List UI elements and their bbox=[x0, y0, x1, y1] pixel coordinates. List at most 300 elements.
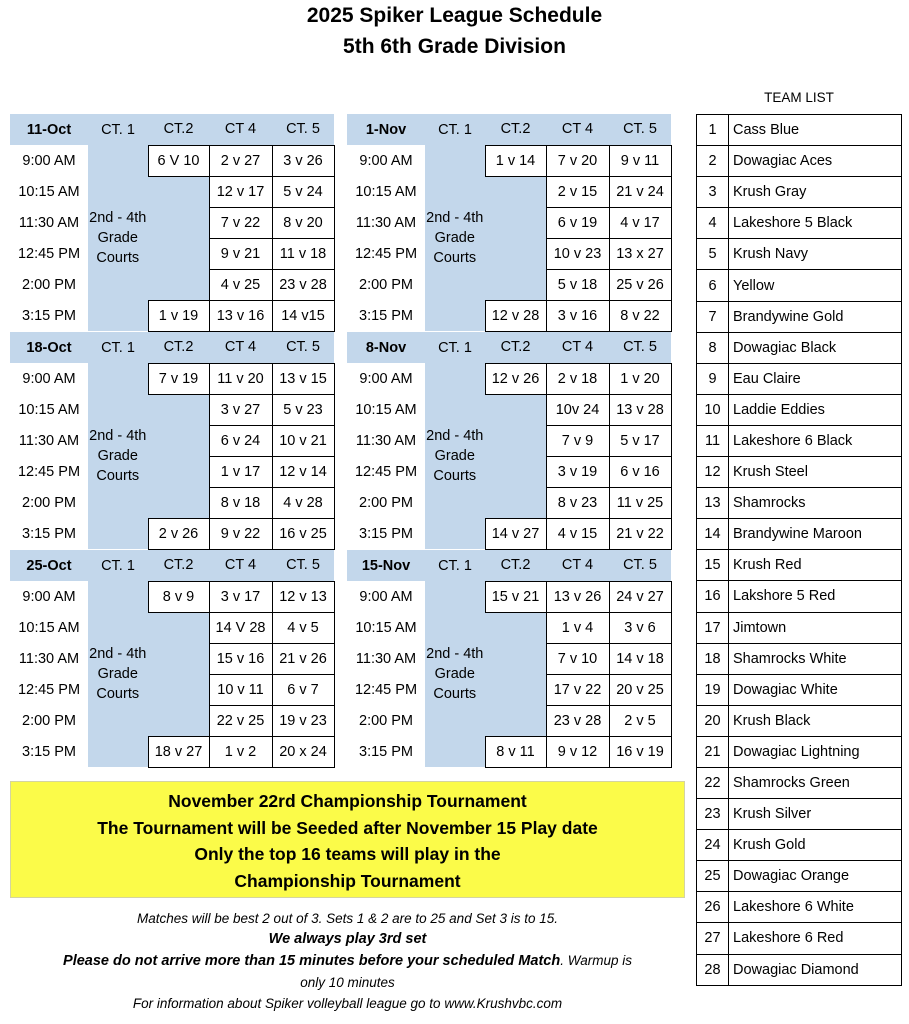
time-label: 9:00 AM bbox=[347, 145, 425, 176]
game-cell: 8 v 18 bbox=[209, 487, 272, 518]
schedule-date: 1-Nov bbox=[347, 114, 425, 145]
schedule-date: 18-Oct bbox=[10, 332, 88, 363]
time-label: 2:00 PM bbox=[347, 269, 425, 300]
time-slot-row bbox=[347, 238, 671, 269]
championship-banner bbox=[10, 781, 685, 898]
court-header: CT. 5 bbox=[272, 114, 334, 145]
empty-cell bbox=[148, 643, 209, 674]
game-cell: 24 v 27 bbox=[609, 581, 671, 612]
game-cell: 13 v 15 bbox=[272, 363, 334, 394]
team-number: 22 bbox=[697, 767, 729, 798]
time-label: 11:30 AM bbox=[347, 207, 425, 238]
team-name: Jimtown bbox=[729, 612, 902, 643]
game-cell: 1 v 2 bbox=[209, 736, 272, 767]
game-cell: 16 v 25 bbox=[272, 518, 334, 549]
time-label: 3:15 PM bbox=[347, 736, 425, 767]
court1-note-line: Grade bbox=[434, 666, 475, 682]
team-name: Krush Steel bbox=[729, 457, 902, 488]
team-name: Krush Gold bbox=[729, 830, 902, 861]
game-cell: 10 v 11 bbox=[209, 674, 272, 705]
game-cell: 14 v 18 bbox=[609, 643, 671, 674]
time-label: 9:00 AM bbox=[347, 581, 425, 612]
time-label: 10:15 AM bbox=[347, 394, 425, 425]
team-name: Lakshore 5 Red bbox=[729, 581, 902, 612]
game-cell: 9 v 22 bbox=[209, 518, 272, 549]
time-label: 3:15 PM bbox=[10, 300, 88, 331]
team-row bbox=[697, 830, 902, 861]
court-header: CT 4 bbox=[546, 114, 609, 145]
time-slot-row bbox=[10, 581, 334, 612]
team-row bbox=[697, 208, 902, 239]
court-header: CT. 5 bbox=[609, 332, 671, 363]
team-row bbox=[697, 674, 902, 705]
schedule-block-15-Nov bbox=[347, 550, 671, 768]
game-cell: 4 v 15 bbox=[546, 518, 609, 549]
footer-third-set: We always play 3rd set bbox=[268, 931, 427, 947]
time-label: 9:00 AM bbox=[10, 581, 88, 612]
team-name: Krush Navy bbox=[729, 239, 902, 270]
time-slot-row bbox=[10, 269, 334, 300]
team-row bbox=[697, 488, 902, 519]
court-header: CT. 1 bbox=[425, 114, 485, 145]
game-cell: 20 v 25 bbox=[609, 674, 671, 705]
banner-line: November 22rd Championship Tournament bbox=[168, 791, 527, 811]
game-cell: 14 v 27 bbox=[485, 518, 546, 549]
time-label: 10:15 AM bbox=[347, 612, 425, 643]
empty-cell bbox=[148, 612, 209, 643]
time-slot-row bbox=[347, 612, 671, 643]
team-number: 4 bbox=[697, 208, 729, 239]
time-slot-row bbox=[347, 394, 671, 425]
court1-note bbox=[88, 581, 148, 767]
game-cell: 7 v 22 bbox=[209, 207, 272, 238]
team-row bbox=[697, 301, 902, 332]
footer-arrival-note bbox=[10, 950, 685, 972]
game-cell: 10 v 23 bbox=[546, 238, 609, 269]
game-cell: 25 v 26 bbox=[609, 269, 671, 300]
time-label: 12:45 PM bbox=[347, 238, 425, 269]
team-number: 18 bbox=[697, 643, 729, 674]
empty-cell bbox=[148, 238, 209, 269]
page-subtitle: 5th 6th Grade Division bbox=[343, 35, 566, 58]
empty-cell bbox=[485, 643, 546, 674]
court-header: CT. 5 bbox=[272, 332, 334, 363]
time-label: 11:30 AM bbox=[10, 425, 88, 456]
empty-cell bbox=[148, 487, 209, 518]
team-number: 27 bbox=[697, 923, 729, 954]
game-cell: 10 v 21 bbox=[272, 425, 334, 456]
court-header: CT 4 bbox=[546, 332, 609, 363]
game-cell: 4 v 25 bbox=[209, 269, 272, 300]
court1-note bbox=[425, 581, 485, 767]
team-number: 2 bbox=[697, 146, 729, 177]
time-slot-row bbox=[10, 300, 334, 331]
team-row bbox=[697, 115, 902, 146]
team-number: 25 bbox=[697, 861, 729, 892]
court1-note-line: Courts bbox=[96, 250, 140, 266]
schedule-block-25-Oct bbox=[10, 550, 334, 768]
schedule-header-row bbox=[10, 114, 334, 145]
game-cell: 1 v 4 bbox=[546, 612, 609, 643]
time-label: 10:15 AM bbox=[10, 176, 88, 207]
time-slot-row bbox=[347, 581, 671, 612]
team-row bbox=[697, 363, 902, 394]
time-label: 11:30 AM bbox=[10, 643, 88, 674]
team-number: 10 bbox=[697, 394, 729, 425]
court-header: CT. 1 bbox=[88, 114, 148, 145]
court1-note-line: Grade bbox=[434, 230, 475, 246]
game-cell: 7 v 9 bbox=[546, 425, 609, 456]
game-cell: 6 v 24 bbox=[209, 425, 272, 456]
time-slot-row bbox=[10, 207, 334, 238]
court1-note-line: 2nd - 4th bbox=[89, 210, 147, 226]
team-name: Dowagiac White bbox=[729, 674, 902, 705]
time-slot-row bbox=[10, 176, 334, 207]
empty-cell bbox=[148, 456, 209, 487]
time-slot-row bbox=[10, 145, 334, 176]
game-cell: 18 v 27 bbox=[148, 736, 209, 767]
game-cell: 12 v 26 bbox=[485, 363, 546, 394]
team-name: Dowagiac Orange bbox=[729, 861, 902, 892]
schedule-header-row bbox=[10, 332, 334, 363]
team-row bbox=[697, 954, 902, 985]
time-slot-row bbox=[10, 456, 334, 487]
court1-note-line: Courts bbox=[433, 686, 477, 702]
game-cell: 7 v 10 bbox=[546, 643, 609, 674]
game-cell: 22 v 25 bbox=[209, 705, 272, 736]
team-name: Brandywine Gold bbox=[729, 301, 902, 332]
team-row bbox=[697, 425, 902, 456]
game-cell: 8 v 9 bbox=[148, 581, 209, 612]
team-name: Krush Black bbox=[729, 705, 902, 736]
game-cell: 23 v 28 bbox=[272, 269, 334, 300]
time-slot-row bbox=[347, 176, 671, 207]
team-number: 19 bbox=[697, 674, 729, 705]
time-slot-row bbox=[347, 487, 671, 518]
court-header: CT. 1 bbox=[425, 332, 485, 363]
team-row bbox=[697, 643, 902, 674]
court-header: CT. 1 bbox=[88, 550, 148, 581]
court-header: CT 4 bbox=[546, 550, 609, 581]
time-label: 12:45 PM bbox=[347, 674, 425, 705]
game-cell: 8 v 22 bbox=[609, 300, 671, 331]
schedule-block-1-Nov bbox=[347, 114, 671, 332]
team-name: Shamrocks White bbox=[729, 643, 902, 674]
team-number: 1 bbox=[697, 115, 729, 146]
court1-note-line: Courts bbox=[96, 686, 140, 702]
team-number: 7 bbox=[697, 301, 729, 332]
team-row bbox=[697, 146, 902, 177]
game-cell: 1 v 14 bbox=[485, 145, 546, 176]
team-number: 28 bbox=[697, 954, 729, 985]
time-slot-row bbox=[347, 363, 671, 394]
team-row bbox=[697, 581, 902, 612]
game-cell: 2 v 27 bbox=[209, 145, 272, 176]
game-cell: 13 v 26 bbox=[546, 581, 609, 612]
schedule-block-11-Oct bbox=[10, 114, 334, 332]
time-label: 10:15 AM bbox=[10, 394, 88, 425]
game-cell: 2 v 18 bbox=[546, 363, 609, 394]
time-label: 12:45 PM bbox=[10, 456, 88, 487]
team-name: Shamrocks Green bbox=[729, 767, 902, 798]
schedule-table bbox=[10, 114, 335, 332]
game-cell: 9 v 21 bbox=[209, 238, 272, 269]
empty-cell bbox=[148, 425, 209, 456]
team-name: Brandywine Maroon bbox=[729, 519, 902, 550]
empty-cell bbox=[148, 269, 209, 300]
time-slot-row bbox=[10, 612, 334, 643]
game-cell: 14 v15 bbox=[272, 300, 334, 331]
schedule-header-row bbox=[347, 332, 671, 363]
team-name: Lakeshore 6 Red bbox=[729, 923, 902, 954]
court-header: CT.2 bbox=[485, 114, 546, 145]
team-row bbox=[697, 239, 902, 270]
game-cell: 13 v 28 bbox=[609, 394, 671, 425]
time-label: 12:45 PM bbox=[10, 674, 88, 705]
schedule-header-row bbox=[347, 114, 671, 145]
time-slot-row bbox=[347, 425, 671, 456]
game-cell: 21 v 24 bbox=[609, 176, 671, 207]
game-cell: 6 v 16 bbox=[609, 456, 671, 487]
empty-cell bbox=[148, 176, 209, 207]
empty-cell bbox=[485, 238, 546, 269]
game-cell: 3 v 17 bbox=[209, 581, 272, 612]
time-label: 3:15 PM bbox=[347, 300, 425, 331]
empty-cell bbox=[485, 207, 546, 238]
team-number: 26 bbox=[697, 892, 729, 923]
time-slot-row bbox=[10, 394, 334, 425]
team-name: Krush Gray bbox=[729, 177, 902, 208]
team-list-table bbox=[696, 114, 902, 986]
team-name: Lakeshore 6 Black bbox=[729, 425, 902, 456]
footer-match-format: Matches will be best 2 out of 3. Sets 1 & 2 are to 25 and Set 3 is to 15. bbox=[137, 911, 558, 926]
team-name: Lakeshore 6 White bbox=[729, 892, 902, 923]
game-cell: 4 v 28 bbox=[272, 487, 334, 518]
game-cell: 12 v 13 bbox=[272, 581, 334, 612]
team-number: 8 bbox=[697, 332, 729, 363]
game-cell: 9 v 11 bbox=[609, 145, 671, 176]
game-cell: 2 v 26 bbox=[148, 518, 209, 549]
game-cell: 8 v 20 bbox=[272, 207, 334, 238]
schedule-date: 8-Nov bbox=[347, 332, 425, 363]
court1-note-line: Courts bbox=[433, 468, 477, 484]
court1-note-line: Courts bbox=[96, 468, 140, 484]
schedule-table bbox=[10, 550, 335, 768]
court1-note bbox=[88, 145, 148, 331]
time-label: 11:30 AM bbox=[347, 425, 425, 456]
team-name: Cass Blue bbox=[729, 115, 902, 146]
footer-info: For information about Spiker volleyball league go to www.Krushvbc.com bbox=[132, 996, 563, 1011]
game-cell: 2 v 15 bbox=[546, 176, 609, 207]
team-number: 16 bbox=[697, 581, 729, 612]
team-name: Laddie Eddies bbox=[729, 394, 902, 425]
game-cell: 3 v 16 bbox=[546, 300, 609, 331]
team-number: 14 bbox=[697, 519, 729, 550]
game-cell: 16 v 19 bbox=[609, 736, 671, 767]
team-number: 6 bbox=[697, 270, 729, 301]
team-list-title: TEAM LIST bbox=[764, 90, 834, 105]
court1-note bbox=[425, 145, 485, 331]
game-cell: 20 x 24 bbox=[272, 736, 334, 767]
schedule-date: 11-Oct bbox=[10, 114, 88, 145]
time-label: 2:00 PM bbox=[347, 487, 425, 518]
time-label: 9:00 AM bbox=[10, 145, 88, 176]
team-name: Dowagiac Aces bbox=[729, 146, 902, 177]
time-slot-row bbox=[347, 456, 671, 487]
game-cell: 11 v 18 bbox=[272, 238, 334, 269]
game-cell: 14 V 28 bbox=[209, 612, 272, 643]
team-number: 20 bbox=[697, 705, 729, 736]
court-header: CT. 1 bbox=[88, 332, 148, 363]
game-cell: 8 v 23 bbox=[546, 487, 609, 518]
game-cell: 11 v 20 bbox=[209, 363, 272, 394]
team-number: 11 bbox=[697, 425, 729, 456]
team-number: 3 bbox=[697, 177, 729, 208]
empty-cell bbox=[485, 269, 546, 300]
game-cell: 5 v 18 bbox=[546, 269, 609, 300]
time-label: 3:15 PM bbox=[347, 518, 425, 549]
team-name: Shamrocks bbox=[729, 488, 902, 519]
time-slot-row bbox=[347, 643, 671, 674]
team-name: Yellow bbox=[729, 270, 902, 301]
court1-note-line: Grade bbox=[97, 230, 138, 246]
game-cell: 19 v 23 bbox=[272, 705, 334, 736]
schedule-table bbox=[10, 332, 335, 550]
court1-note-line: 2nd - 4th bbox=[89, 428, 147, 444]
schedule-table bbox=[347, 114, 672, 332]
team-row bbox=[697, 550, 902, 581]
game-cell: 8 v 11 bbox=[485, 736, 546, 767]
time-label: 3:15 PM bbox=[10, 518, 88, 549]
game-cell: 1 v 17 bbox=[209, 456, 272, 487]
game-cell: 1 v 19 bbox=[148, 300, 209, 331]
team-number: 21 bbox=[697, 736, 729, 767]
team-row bbox=[697, 270, 902, 301]
time-slot-row bbox=[347, 269, 671, 300]
time-slot-row bbox=[10, 238, 334, 269]
page-title: 2025 Spiker League Schedule bbox=[306, 4, 603, 27]
court-header: CT. 5 bbox=[609, 114, 671, 145]
team-number: 12 bbox=[697, 457, 729, 488]
game-cell: 1 v 20 bbox=[609, 363, 671, 394]
team-number: 24 bbox=[697, 830, 729, 861]
team-row bbox=[697, 519, 902, 550]
empty-cell bbox=[485, 674, 546, 705]
team-row bbox=[697, 612, 902, 643]
empty-cell bbox=[485, 425, 546, 456]
schedule-block-18-Oct bbox=[10, 332, 334, 550]
time-slot-row bbox=[10, 518, 334, 549]
court-header: CT 4 bbox=[209, 332, 272, 363]
team-name: Dowagiac Diamond bbox=[729, 954, 902, 985]
time-label: 9:00 AM bbox=[347, 363, 425, 394]
game-cell: 6 v 19 bbox=[546, 207, 609, 238]
game-cell: 17 v 22 bbox=[546, 674, 609, 705]
team-row bbox=[697, 394, 902, 425]
time-label: 9:00 AM bbox=[10, 363, 88, 394]
time-label: 10:15 AM bbox=[10, 612, 88, 643]
schedule-header-row bbox=[347, 550, 671, 581]
court1-note-line: 2nd - 4th bbox=[426, 428, 484, 444]
game-cell: 15 v 21 bbox=[485, 581, 546, 612]
footer-warmup: only 10 minutes bbox=[300, 975, 395, 990]
team-row bbox=[697, 861, 902, 892]
time-slot-row bbox=[347, 674, 671, 705]
team-row bbox=[697, 457, 902, 488]
game-cell: 6 v 7 bbox=[272, 674, 334, 705]
court1-note bbox=[425, 363, 485, 549]
team-name: Dowagiac Black bbox=[729, 332, 902, 363]
time-label: 11:30 AM bbox=[10, 207, 88, 238]
footer-arrival-rest: . Warmup is bbox=[560, 953, 632, 968]
game-cell: 12 v 14 bbox=[272, 456, 334, 487]
game-cell: 5 v 24 bbox=[272, 176, 334, 207]
empty-cell bbox=[485, 456, 546, 487]
game-cell: 15 v 16 bbox=[209, 643, 272, 674]
game-cell: 13 v 16 bbox=[209, 300, 272, 331]
schedule-table bbox=[347, 332, 672, 550]
time-slot-row bbox=[347, 736, 671, 767]
banner-line: Championship Tournament bbox=[234, 870, 461, 891]
empty-cell bbox=[148, 674, 209, 705]
team-number: 15 bbox=[697, 550, 729, 581]
banner-line: Only the top 16 teams will play in the bbox=[194, 844, 501, 864]
team-row bbox=[697, 177, 902, 208]
time-slot-row bbox=[10, 425, 334, 456]
schedule-block-8-Nov bbox=[347, 332, 671, 550]
court1-note-line: 2nd - 4th bbox=[426, 210, 484, 226]
court-header: CT.2 bbox=[485, 332, 546, 363]
team-name: Eau Claire bbox=[729, 363, 902, 394]
court1-note-line: Grade bbox=[97, 448, 138, 464]
court-header: CT.2 bbox=[148, 114, 209, 145]
time-label: 2:00 PM bbox=[10, 487, 88, 518]
time-label: 3:15 PM bbox=[10, 736, 88, 767]
court-header: CT. 1 bbox=[425, 550, 485, 581]
empty-cell bbox=[485, 176, 546, 207]
schedule-date: 15-Nov bbox=[347, 550, 425, 581]
team-number: 5 bbox=[697, 239, 729, 270]
time-slot-row bbox=[10, 363, 334, 394]
time-label: 2:00 PM bbox=[10, 269, 88, 300]
game-cell: 5 v 23 bbox=[272, 394, 334, 425]
time-slot-row bbox=[10, 674, 334, 705]
game-cell: 7 v 20 bbox=[546, 145, 609, 176]
team-name: Dowagiac Lightning bbox=[729, 736, 902, 767]
time-slot-row bbox=[10, 643, 334, 674]
court-header: CT.2 bbox=[485, 550, 546, 581]
team-row bbox=[697, 923, 902, 954]
time-slot-row bbox=[347, 145, 671, 176]
game-cell: 5 v 17 bbox=[609, 425, 671, 456]
court-header: CT.2 bbox=[148, 332, 209, 363]
game-cell: 21 v 22 bbox=[609, 518, 671, 549]
court-header: CT 4 bbox=[209, 114, 272, 145]
court1-note-line: 2nd - 4th bbox=[89, 646, 147, 662]
time-slot-row bbox=[347, 207, 671, 238]
game-cell: 10v 24 bbox=[546, 394, 609, 425]
time-slot-row bbox=[347, 705, 671, 736]
game-cell: 12 v 28 bbox=[485, 300, 546, 331]
game-cell: 4 v 17 bbox=[609, 207, 671, 238]
time-label: 2:00 PM bbox=[347, 705, 425, 736]
game-cell: 3 v 27 bbox=[209, 394, 272, 425]
empty-cell bbox=[148, 394, 209, 425]
game-cell: 21 v 26 bbox=[272, 643, 334, 674]
footer-arrival-bold: Please do not arrive more than 15 minutes before your scheduled Match bbox=[63, 953, 561, 969]
game-cell: 12 v 17 bbox=[209, 176, 272, 207]
time-slot-row bbox=[347, 300, 671, 331]
